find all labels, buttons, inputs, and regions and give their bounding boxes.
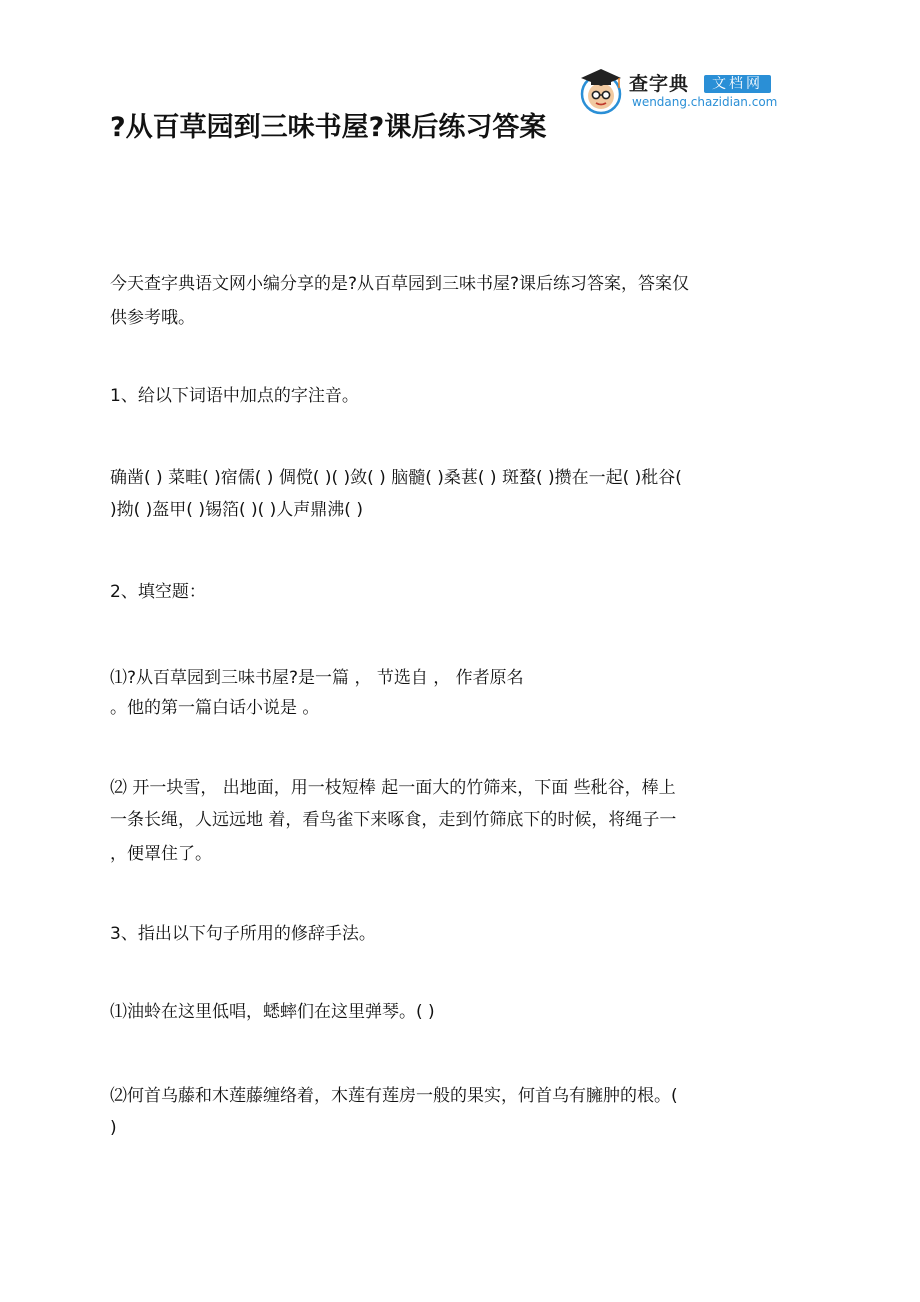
question-2-line <box>110 576 206 608</box>
question-1-words-line-1 <box>110 462 682 494</box>
question-2-2-text-1: ⑵ 开一块雪， 出地面，用一枝短棒 起一面大的竹筛来，下面 些秕谷，棒上 <box>110 778 676 798</box>
question-1-line <box>110 380 359 412</box>
question-1-text: 1、给以下词语中加点的字注音。 <box>110 386 359 406</box>
question-2-2-line-3: ，便罩住了。 <box>110 844 212 864</box>
question-3-1-text: ⑴油蛉在这里低唱，蟋蟀们在这里弹琴。( ) <box>110 1002 435 1022</box>
question-2-text: 2、填空题： <box>110 582 206 602</box>
question-3-2-line-2: ) <box>110 1118 117 1138</box>
question-2-2-line-1 <box>110 772 676 804</box>
logo-brand-text: 查字典 <box>629 73 690 95</box>
question-1-words-line-2: )拗( )盔甲( )锡箔( )( )人声鼎沸( ) <box>110 500 363 520</box>
page-title: ?从百草园到三味书屋?课后练习答案 <box>110 112 547 143</box>
question-3-line <box>110 918 376 950</box>
logo-url: wendang.chazidian.com <box>632 95 778 109</box>
intro-line-1: 今天查字典语文网小编分享的是?从百草园到三味书屋?课后练习答案，答案仅 <box>110 274 690 294</box>
intro-line-2: 供参考哦。 <box>110 308 195 328</box>
question-2-2-line-2: 一条长绳，人远远地 着，看鸟雀下来啄食，走到竹筛底下的时候，将绳子一 <box>110 810 677 830</box>
question-1-words-text-1: 确凿( ) 菜畦( )宿儒( ) 倜傥( )( )敛( ) 脑髓( )桑葚( ) 斑蝥( )攒在一起( )秕谷( <box>110 468 682 488</box>
question-2-1-line-1 <box>110 662 524 694</box>
question-3-2-line-1 <box>110 1080 678 1112</box>
question-3-2-text-1: ⑵何首乌藤和木莲藤缠络着，木莲有莲房一般的果实，何首乌有臃肿的根。( <box>110 1086 678 1106</box>
logo-tag: 文档网 <box>704 75 771 93</box>
question-2-1-line-2: 。他的第一篇白话小说是 。 <box>110 698 320 718</box>
site-logo[interactable] <box>577 66 807 116</box>
question-3-1-line <box>110 996 435 1028</box>
question-3-text: 3、指出以下句子所用的修辞手法。 <box>110 924 376 944</box>
graduate-mascot-icon <box>577 66 625 116</box>
question-2-1-text-1: ⑴?从百草园到三味书屋?是一篇 ， 节选自 ， 作者原名 <box>110 668 524 688</box>
